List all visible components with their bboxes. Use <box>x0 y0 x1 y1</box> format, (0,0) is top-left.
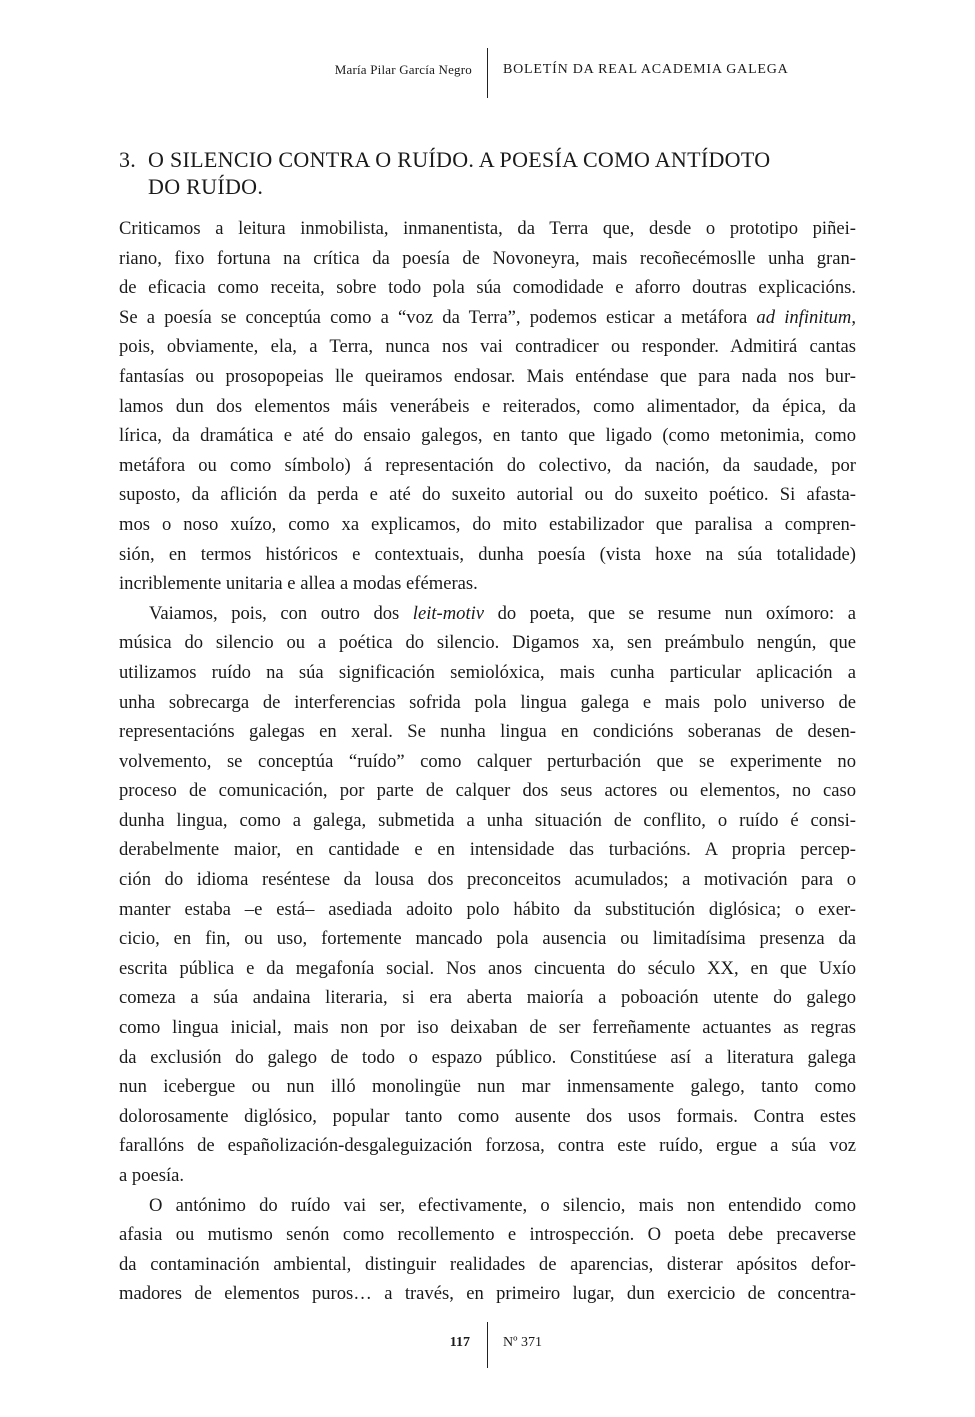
text-line: pois, obviamente, ela, a Terra, nunca nos vai contradicer ou responder. Admitirá cantas <box>119 336 856 358</box>
section-heading <box>119 146 839 200</box>
text-segment: Vaiamos, pois, con outro dos <box>149 602 400 624</box>
footer-divider <box>487 1322 488 1368</box>
text-line: volvemento, se conceptúa “ruído” como calquer perturbación que se experimente no <box>119 750 856 772</box>
text-line: derabelmente maior, en cantidade e en intensidade das turbacións. A propria percep- <box>119 839 856 861</box>
text-line: farallóns de españolización-desgaleguización forzosa, contra este ruído, ergue a súa voz <box>119 1135 856 1157</box>
text-line: riano, fixo fortuna na crítica da poesía de Novoneyra, mais recoñecémoslle unha gran- <box>119 247 856 269</box>
text-line: dolorosamente diglósico, popular tanto como ausente dos usos formais. Contra estes <box>119 1105 856 1127</box>
running-header-author: María Pilar García Negro <box>334 62 472 77</box>
text-line <box>119 599 856 629</box>
text-line: representacións galegas en xeral. Se nunha lingua en condicións soberanas de desen- <box>119 721 856 743</box>
text-line: proceso de comunicación, por parte de calquer dos seus actores ou elementos, no caso <box>119 780 856 802</box>
section-title-line1: O SILENCIO CONTRA O RUÍDO. A POESÍA COMO ANTÍDOTO <box>148 147 771 172</box>
text-line: a poesía. <box>119 1165 185 1186</box>
text-line: da contaminación ambiental, distinguir realidades de aparencias, disterar apósitos defor- <box>119 1253 856 1275</box>
text-line: dunha lingua, como a galega, submetida a unha situación de conflito, o ruído é consi- <box>119 809 856 831</box>
text-line: nun icebergue ou nun illó monolingüe nun mar inmensamente galego, tanto como <box>119 1076 856 1098</box>
text-line <box>119 303 856 333</box>
text-line: lamos dun dos elementos máis venerábeis e reiterados, como alimentador, da épica, da <box>119 395 856 417</box>
text-line: metáfora ou como símbolo) á representación do colectivo, da nación, da saudade, por <box>119 454 856 476</box>
text-line: da exclusión do galego de todo o espazo público. Constitúese así a literatura galega <box>119 1046 856 1068</box>
text-line: como lingua inicial, mais non por iso deixaban de ser ferreñamente actuantes as regras <box>119 1017 856 1039</box>
text-line: escrita pública e da megafonía social. Nos anos cincuenta do século XX, en que Uxío <box>119 957 856 979</box>
text-segment: do poeta, que se resume nun oxímoro: a <box>497 602 856 624</box>
text-line: música do silencio ou a poética do silencio. Digamos xa, sen preámbulo nengún, que <box>119 632 856 654</box>
text-line: O antónimo do ruído vai ser, efectivamente, o silencio, mais non entendido como <box>149 1194 856 1216</box>
text-line: mos o noso xuízo, como xa explicamos, do mito estabilizador que paralisa a compren- <box>119 513 856 535</box>
section-title-line2: DO RUÍDO. <box>148 174 264 199</box>
text-line: utilizamos ruído na súa significación semiolóxica, mais cunha particular aplicación a <box>119 661 856 683</box>
header-divider <box>487 48 488 98</box>
text-line: suposto, da aflición da perda e até do suxeito autorial ou do suxeito poético. Si afasta- <box>119 484 856 506</box>
text-line: ción do idioma reséntese da lousa dos preconceitos acumulados; a motivación para o <box>119 869 856 891</box>
running-header-journal: BOLETÍN DA REAL ACADEMIA GALEGA <box>503 62 789 77</box>
text-line: afasia ou mutismo senón como recollemento e introspección. O poeta debe precaverse <box>119 1224 856 1246</box>
text-line: cicio, en fin, ou uso, fortemente mancado pola ausencia ou limitadísima presenza da <box>119 928 856 950</box>
text-line: incriblemente unitaria e allea a modas efémeras. <box>119 573 478 595</box>
text-line: de eficacia como receita, sobre todo pola súa comodidade e aforro doutras explicacións. <box>119 277 856 299</box>
section-number: 3. <box>119 147 137 172</box>
page-number: 117 <box>449 1335 470 1350</box>
text-line: unha sobrecarga de interferencias sofrida pola lingua galega e mais polo universo de <box>119 691 856 713</box>
body-text <box>119 214 856 1309</box>
text-line: lírica, da dramática e até do ensaio galegos, en tanto que ligado (como metonimia, como <box>119 425 856 447</box>
text-line: Criticamos a leitura inmobilista, inmanentista, da Terra que, desde o prototipo piñei- <box>119 218 856 239</box>
text-line: sión, en termos históricos e contextuais, dunha poesía (vista hoxe na súa totalidade) <box>119 543 856 565</box>
text-line: madores de elementos puros… a través, en primeiro lugar, dun exercicio de concentra- <box>119 1283 856 1305</box>
text-segment: , <box>851 306 856 328</box>
issue-number: Nº 371 <box>503 1335 542 1350</box>
text-line: comeza a súa andaina literaria, si era aberta maioría a poboación utente do galego <box>119 987 856 1009</box>
italic-term: leit-motiv <box>412 602 485 624</box>
italic-term: ad infinitum <box>756 306 852 328</box>
text-line: manter estaba –e está– asediada adoito polo hábito da substitución diglósica; o exer- <box>119 898 856 920</box>
text-line: fantasías ou prosopopeias lle queiramos endosar. Mais enténdase que para nada nos bur- <box>119 365 856 387</box>
text-segment: Se a poesía se conceptúa como a “voz da Terra”, podemos esticar a metáfora <box>119 306 748 328</box>
